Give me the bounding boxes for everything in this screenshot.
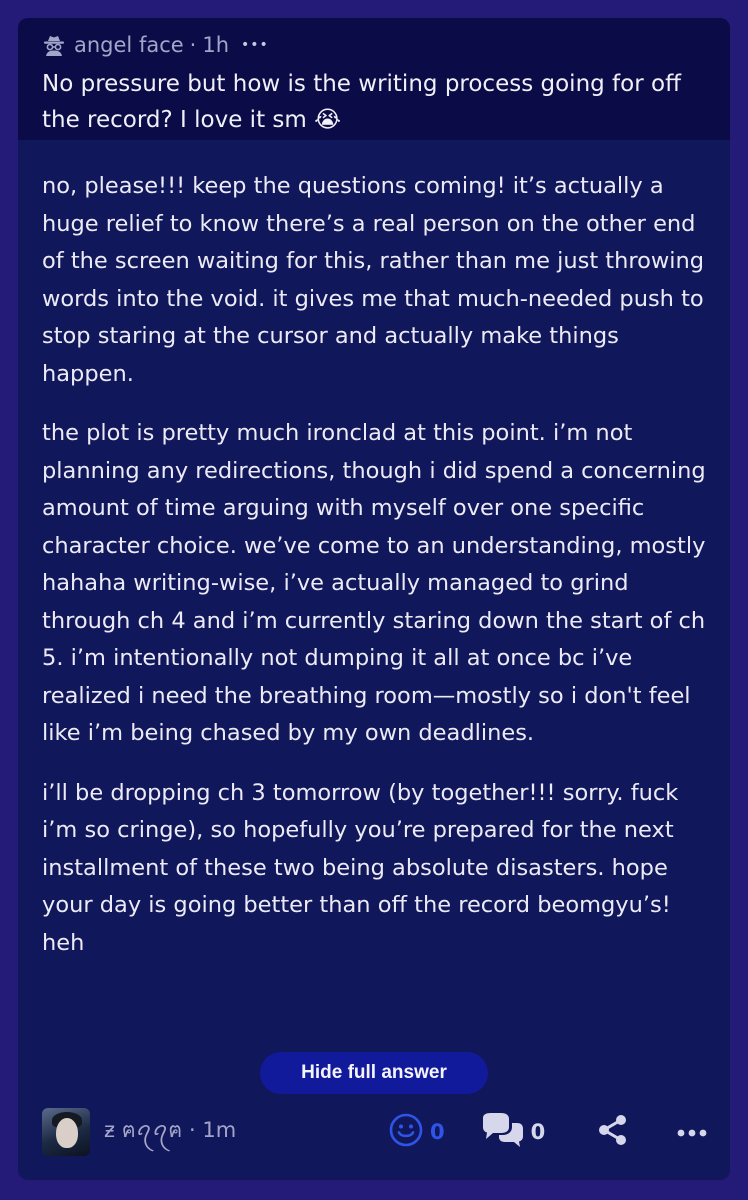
reaction-count: 0 [430,1120,445,1144]
answer-paragraph: no, please!!! keep the questions coming! it’s actually a huge relief to know there’s a real person on the other end of the screen waiting for this, rather than me just throwing words into the void. it gives me that much-needed push to stop staring at the cursor and actually make things happen. [42,173,705,387]
answer-time: 1m [202,1118,237,1142]
more-icon [677,1123,707,1142]
meta-separator: · [189,33,197,57]
asker-name[interactable]: angel face [74,33,184,57]
hide-full-answer-button[interactable]: Hide full answer [260,1052,488,1094]
answer-paragraph: i’ll be dropping ch 3 tomorrow (by together!!! sorry. fuck i’m so cringe), so hopefully you’re prepared for the next installment of these two being absolute disasters. hope your day is going better than off the record beomgyu’s! heh [42,779,679,956]
share-icon [597,1114,629,1150]
comments-icon [479,1112,525,1152]
question-time: 1h [202,33,230,57]
meta-separator: · [189,1118,196,1142]
anonymous-spy-icon [42,33,66,57]
answerer-meta [104,1110,236,1154]
question-text: No pressure but how is the writing process going for off the record? I love it sm 😭 [42,71,681,133]
more-options-button[interactable] [677,1123,707,1142]
comment-count: 0 [530,1120,546,1144]
answer-card [18,18,730,1180]
question-more-button[interactable]: ••• [241,37,269,53]
answer-paragraph: the plot is pretty much ironclad at this point. i’m not planning any redirections, though i did spend a concerning amount of time arguing with myself over one specific character choice. we’ve come to an understanding, mostly hahaha writing-wise, i’ve actually managed to grind through ch 4 and i’m currently staring down the start of ch 5. i’m intentionally not dumping it all at once bc i’ve realized i need the breathing room—mostly so i don't feel like i’m being chased by my own deadlines. [42,420,706,746]
share-button[interactable] [597,1114,629,1150]
question-block [18,18,730,140]
comments-button[interactable] [479,1112,546,1152]
smiley-icon [388,1112,424,1152]
asker-row [42,32,706,58]
answer-footer [42,1108,706,1156]
answer-body [18,140,730,962]
avatar[interactable] [42,1108,90,1156]
answerer-name[interactable]: ƶ ฅꪖꪖฅ [104,1118,183,1142]
react-button[interactable] [388,1112,445,1152]
action-bar [388,1108,707,1156]
